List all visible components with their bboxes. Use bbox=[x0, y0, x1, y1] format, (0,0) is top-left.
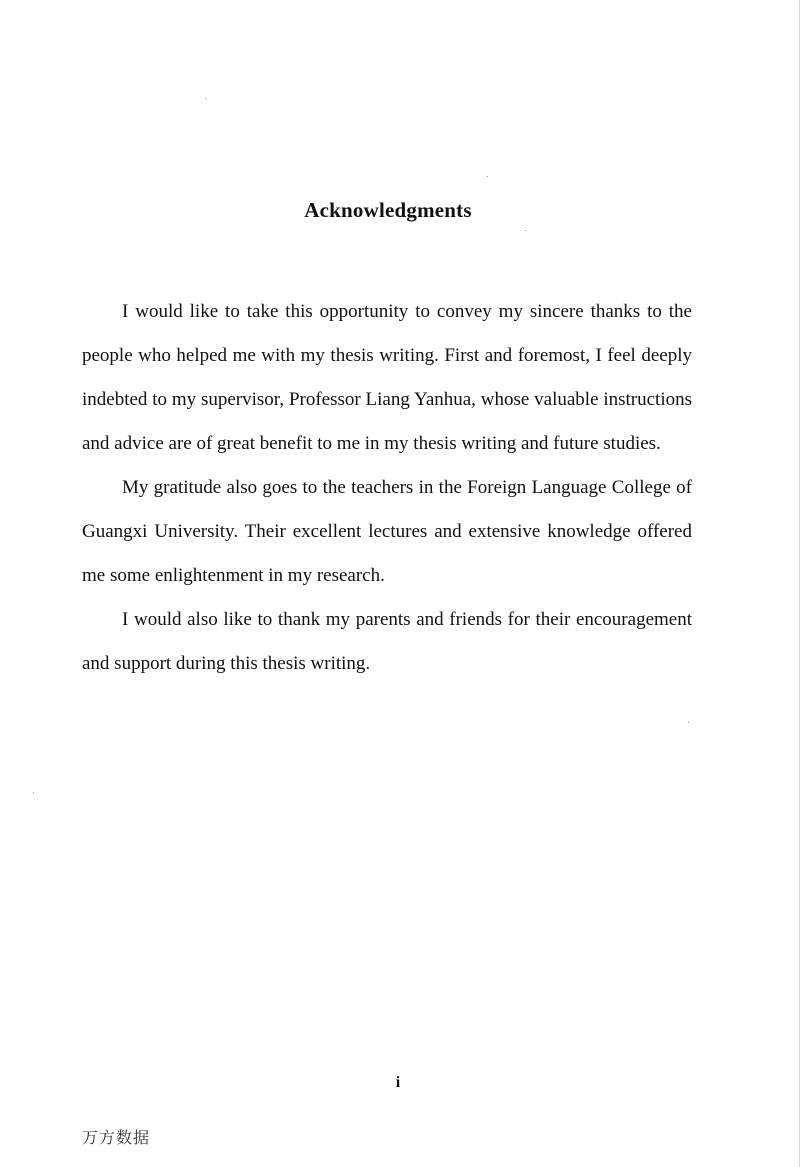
scan-speck bbox=[487, 176, 488, 177]
acknowledgments-body bbox=[82, 290, 692, 686]
scan-speck bbox=[205, 98, 206, 99]
scan-speck bbox=[33, 792, 34, 793]
paragraph-thanks-teachers: My gratitude also goes to the teachers in the Foreign Language College of Guangxi University. Their excellent lectures and extensive knowledge offered me some enlightenment in my research. bbox=[82, 477, 692, 586]
scan-speck bbox=[525, 230, 526, 231]
watermark-text: 万方数据 bbox=[82, 1128, 151, 1147]
paragraph-thanks-family: I would also like to thank my parents and friends for their encouragement and support during this thesis writing. bbox=[82, 609, 692, 674]
page-number: i bbox=[395, 1074, 401, 1091]
paragraph-thanks-supervisor: I would like to take this opportunity to convey my sincere thanks to the people who helped me with my thesis writing. First and foremost, I feel deeply indebted to my supervisor, Professor Liang Yanhua, whose valuable instructions and advice are of great benefit to me in my thesis writing and future studies. bbox=[82, 301, 692, 454]
page-title: Acknowledgments bbox=[304, 198, 472, 222]
scan-speck bbox=[688, 722, 689, 723]
